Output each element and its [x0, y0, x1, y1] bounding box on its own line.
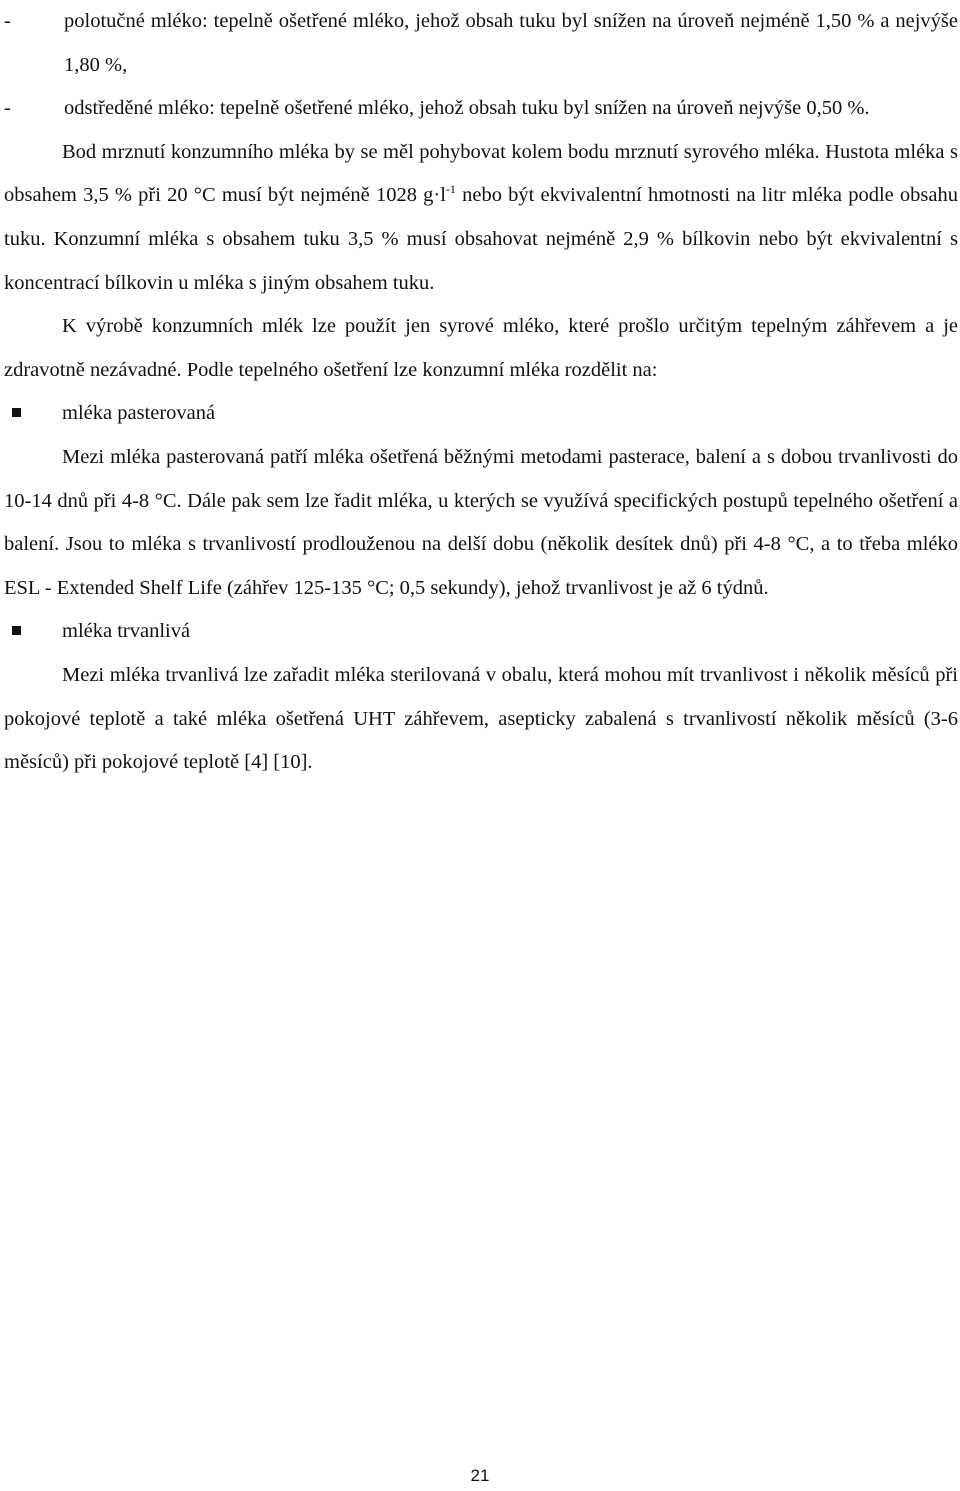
list-item-text: polotučné mléko: tepelně ošetřené mléko, jehož obsah tuku byl snížen na úroveň nejméně 1,50 % a nejvýše 1,80 %,	[64, 10, 958, 76]
bullet-label: mléka pasterovaná	[62, 402, 216, 425]
paragraph-text: Mezi mléka pasterovaná patří mléka ošetřená běžnými metodami pasterace, balení a s dobou trvanlivosti do 10-14 dnů při 4-8 °C. Dále pak sem lze řadit mléka, u kterých se využívá specifických postupů tepelného ošetření a balení. Jsou to mléka s trvanlivostí prodlouženou na delší dobu (několik desítek dnů) při 4-8 °C, a to třeba mléko ESL - Extended Shelf Life (záhřev 125-135 °C; 0,5 sekundy), jehož trvanlivost je až 6 týdnů.	[4, 445, 958, 599]
paragraph-production	[4, 305, 958, 392]
list-item	[4, 0, 958, 87]
bullet-item-pasteurized	[4, 392, 958, 436]
page-number: 21	[470, 1466, 490, 1485]
list-marker: -	[4, 97, 11, 120]
body-text	[4, 0, 958, 785]
paragraph-text: Bod mrznutí konzumního mléka by se měl pohybovat kolem bodu mrznutí syrového mléka. Hustota mléka s obsahem 3,5 % při 20 °C musí být nejméně 1028 g·l	[4, 140, 958, 207]
paragraph-freezing-density	[4, 131, 958, 305]
paragraph-long-life-description	[4, 654, 958, 785]
list-item	[4, 87, 958, 131]
paragraph-text-continued: nebo být ekvivalentní hmotnosti na litr mléka podle obsahu tuku. Konzumní mléka s obsahem tuku 3,5 % musí obsahovat nejméně 2,9 % bílkovin nebo být ekvivalentní s koncentrací bílkovin u mléka s jiným obsahem tuku.	[4, 184, 959, 294]
paragraph-pasteurized-description	[4, 436, 958, 610]
bullet-label: mléka trvanlivá	[62, 620, 191, 643]
square-bullet-icon	[12, 408, 21, 417]
bullet-item-long-life	[4, 610, 958, 654]
list-marker: -	[4, 10, 11, 32]
square-bullet-icon	[12, 626, 21, 635]
paragraph-text: K výrobě konzumních mlék lze použít jen syrové mléko, které prošlo určitým tepelným záhřevem a je zdravotně nezávadné. Podle tepelného ošetření lze konzumní mléka rozdělit na:	[4, 315, 958, 381]
paragraph-text: Mezi mléka trvanlivá lze zařadit mléka sterilovaná v obalu, která mohou mít trvanlivost i několik měsíců při pokojové teplotě a také mléka ošetřená UHT záhřevem, asepticky zabalená s trvanlivostí několik měsíců (3-6 měsíců) při pokojové teplotě [4] [10].	[4, 663, 958, 774]
superscript-exponent: -1	[445, 182, 456, 197]
list-item-text: odstředěné mléko: tepelně ošetřené mléko, jehož obsah tuku byl snížen na úroveň nejvýše 0,50 %.	[64, 97, 870, 120]
